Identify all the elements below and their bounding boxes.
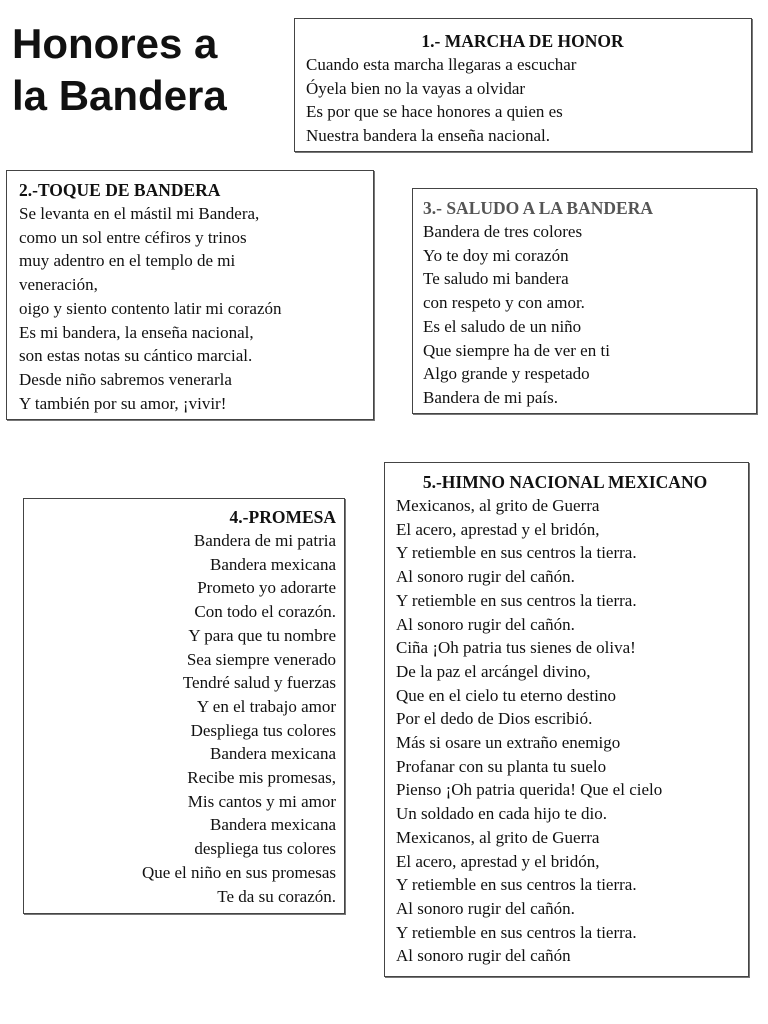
verse-line: Es el saludo de un niño <box>423 316 582 336</box>
verse-line: oigo y siento contento latir mi corazón <box>19 298 282 318</box>
himno-nacional-box <box>384 462 749 977</box>
verse-line: Al sonoro rugir del cañón <box>396 946 571 966</box>
verse-line: Despliega tus colores <box>190 720 336 740</box>
verse-line: con respeto y con amor. <box>423 293 585 313</box>
promesa-verses <box>24 529 336 908</box>
verse-line: como un sol entre céfiros y trinos <box>19 227 247 247</box>
page-title-line-1: Honores a <box>12 20 218 67</box>
marcha-de-honor-verses <box>306 53 751 148</box>
verse-line: Un soldado en cada hijo te dio. <box>396 804 608 824</box>
verse-line: Bandera de mi país. <box>423 387 559 407</box>
verse-line: Te saludo mi bandera <box>423 269 569 289</box>
page-title <box>12 18 227 122</box>
page-title-line-2: la Bandera <box>12 72 227 119</box>
verse-line: Más si osare un extraño enemigo <box>396 733 621 753</box>
verse-line: Tendré salud y fuerzas <box>182 673 336 693</box>
verse-line: Ciña ¡Oh patria tus sienes de oliva! <box>396 638 636 658</box>
verse-line: Que el niño en sus promesas <box>141 862 336 882</box>
verse-line: Y retiemble en sus centros la tierra. <box>396 590 637 610</box>
verse-line: son estas notas su cántico marcial. <box>19 346 253 366</box>
verse-line: De la paz el arcángel divino, <box>396 661 591 681</box>
verse-line: Cuando esta marcha llegaras a escuchar <box>306 55 577 74</box>
verse-line: Profanar con su planta tu suelo <box>396 756 607 776</box>
himno-nacional-heading: 5.-HIMNO NACIONAL MEXICANO <box>422 472 708 492</box>
verse-line: Nuestra bandera la enseña nacional. <box>306 126 551 146</box>
verse-line: Y retiemble en sus centros la tierra. <box>396 922 637 942</box>
verse-line: Con todo el corazón. <box>194 602 336 622</box>
verse-line: Y en el trabajo amor <box>196 696 336 716</box>
verse-line: Óyela bien no la vayas a olvidar <box>306 78 526 98</box>
verse-line: Mexicanos, al grito de Guerra <box>396 496 600 515</box>
verse-line: Desde niño sabremos venerarla <box>19 369 232 389</box>
verse-line: Prometo yo adorarte <box>197 578 336 598</box>
verse-line: Es por que se hace honores a quien es <box>306 102 563 122</box>
verse-line: Mexicanos, al grito de Guerra <box>396 827 600 847</box>
verse-line: Y también por su amor, ¡vivir! <box>19 393 227 413</box>
verse-line: Al sonoro rugir del cañón. <box>396 567 575 587</box>
verse-line: muy adentro en el templo de mi <box>19 251 236 271</box>
verse-line: Yo te doy mi corazón <box>423 245 569 265</box>
verse-line: Que siempre ha de ver en ti <box>423 340 610 360</box>
toque-de-bandera-box <box>6 170 374 420</box>
verse-line: Mis cantos y mi amor <box>187 791 336 811</box>
verse-line: Pienso ¡Oh patria querida! Que el cielo <box>396 780 663 800</box>
verse-line: Sea siempre venerado <box>186 649 336 669</box>
verse-line: Bandera mexicana <box>209 554 336 574</box>
verse-line: El acero, aprestad y el bridón, <box>396 851 600 871</box>
verse-line: veneración, <box>19 275 98 295</box>
toque-de-bandera-heading: 2.-TOQUE DE BANDERA <box>19 180 221 200</box>
verse-line: Por el dedo de Dios escribió. <box>396 709 593 729</box>
verse-line: Que en el cielo tu eterno destino <box>396 685 616 705</box>
verse-line: Te da su corazón. <box>217 886 336 906</box>
promesa-box <box>23 498 345 914</box>
verse-line: Algo grande y respetado <box>423 364 590 384</box>
verse-line: despliega tus colores <box>194 839 336 859</box>
verse-line: Bandera de mi patria <box>193 531 336 550</box>
verse-line: Bandera mexicana <box>209 744 336 764</box>
verse-line: El acero, aprestad y el bridón, <box>396 519 600 539</box>
saludo-a-la-bandera-heading: 3.- SALUDO A LA BANDERA <box>423 198 653 218</box>
verse-line: Bandera de tres colores <box>423 222 583 241</box>
himno-nacional-verses <box>396 494 748 968</box>
marcha-de-honor-box <box>294 18 752 152</box>
verse-line: Bandera mexicana <box>209 815 336 835</box>
verse-line: Se levanta en el mástil mi Bandera, <box>19 204 260 223</box>
verse-line: Es mi bandera, la enseña nacional, <box>19 322 254 342</box>
verse-line: Al sonoro rugir del cañón. <box>396 898 575 918</box>
saludo-a-la-bandera-verses <box>423 220 756 410</box>
verse-line: Y retiemble en sus centros la tierra. <box>396 543 637 563</box>
toque-de-bandera-verses <box>19 202 373 415</box>
saludo-a-la-bandera-box <box>412 188 757 414</box>
verse-line: Y para que tu nombre <box>188 625 336 645</box>
marcha-de-honor-heading: 1.- MARCHA DE HONOR <box>421 31 624 51</box>
verse-line: Recibe mis promesas, <box>187 768 336 788</box>
verse-line: Y retiemble en sus centros la tierra. <box>396 875 637 895</box>
promesa-heading: 4.-PROMESA <box>229 507 336 527</box>
verse-line: Al sonoro rugir del cañón. <box>396 614 575 634</box>
